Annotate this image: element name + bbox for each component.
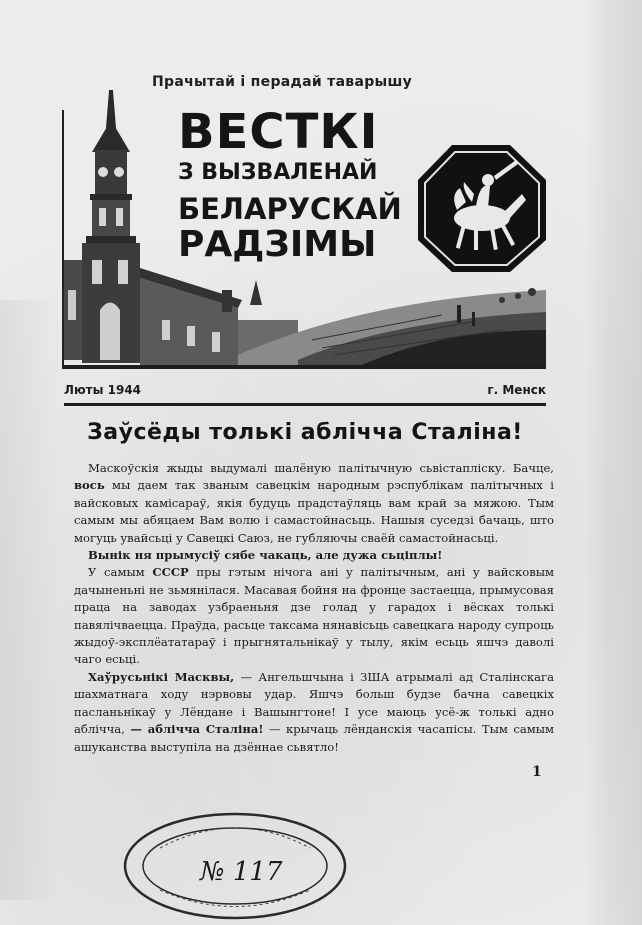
pahonia-emblem — [418, 145, 546, 272]
bleed-through-right-edge — [584, 0, 642, 925]
dateline-bar — [64, 381, 546, 406]
bell-tower-illustration — [64, 90, 140, 363]
article-paragraph-4: Хаўрусьнікі Масквы, — Ангельшчына і ЗША атрымалі ад Сталінскага шахматнага ходу нэрвовы удар. Яшчэ больш будзе бачна савецкіх пасланьнікаў у Лёндане і Вашынгтоне! І усе маюць усё-ж толькі адно аблічча, — аблічча Сталіна! — крычаць лёнданскія часапісы. Тым самым ашуканства выступіла на дзённае сьвятло! — [74, 669, 554, 754]
masthead-title-line-1: ВЕСТКІ — [178, 104, 379, 160]
article-paragraph-3: У самым СССР пры гэтым нічога ані у палітычным, ані у вайсковым дачыненьні не зьмянілася. Масавая бойня на фронце застаецца, прымусовая праца на заводах узбраеньня дзе голад у гарадох і вёсках толькі павялічваецца. Праўда, расьце таксама нянавісьць савецкага народу супроць жыдоў-эксплёататараў і прыгнятальнікаў у тылу, якім есьць яшчэ даволі чаго есьці. — [74, 565, 554, 667]
article-paragraph-2: Вынік ня прымусіў сябе чакаць, але дужа сьціплы! — [88, 548, 443, 563]
library-stamp — [120, 808, 350, 923]
article-body — [74, 460, 554, 756]
masthead-frame-line — [62, 110, 64, 365]
masthead-title-line-4: РАДЗІМЫ — [178, 224, 377, 265]
article-headline: Заўсёды толькі аблічча Сталіна! — [87, 420, 523, 445]
masthead-title-line-2: З ВЫЗВАЛЕНАЙ — [178, 160, 378, 185]
stamp-number: № 117 — [200, 857, 283, 887]
issue-date: Люты 1944 — [64, 383, 142, 397]
bleed-through-left-edge — [0, 300, 60, 900]
masthead-title-line-3: БЕЛАРУСКАЙ — [178, 192, 402, 226]
article-paragraph-1: Маскоўскія жыды выдумалі шалёную палітычную сьвістаплiску. Бачце, вось мы даем так званым савецкім народным рэспублікам палітычных і вайсковых камісараў, якія будуць прадстаўляць вам край за мяжою. Тым самым мы абяцаем Вам волю і самастойнасьць. Нашыя суседзі бачаць, што могуць увайсьці у Савецкі Саюз, не губляючы сваёй самастойнасьці. — [74, 461, 554, 545]
masthead-bottom-rule — [62, 365, 546, 369]
masthead-tagline: Прачытай і перадай таварышу — [152, 74, 413, 90]
page-number: 1 — [532, 764, 542, 780]
issue-place: г. Менск — [487, 383, 546, 397]
